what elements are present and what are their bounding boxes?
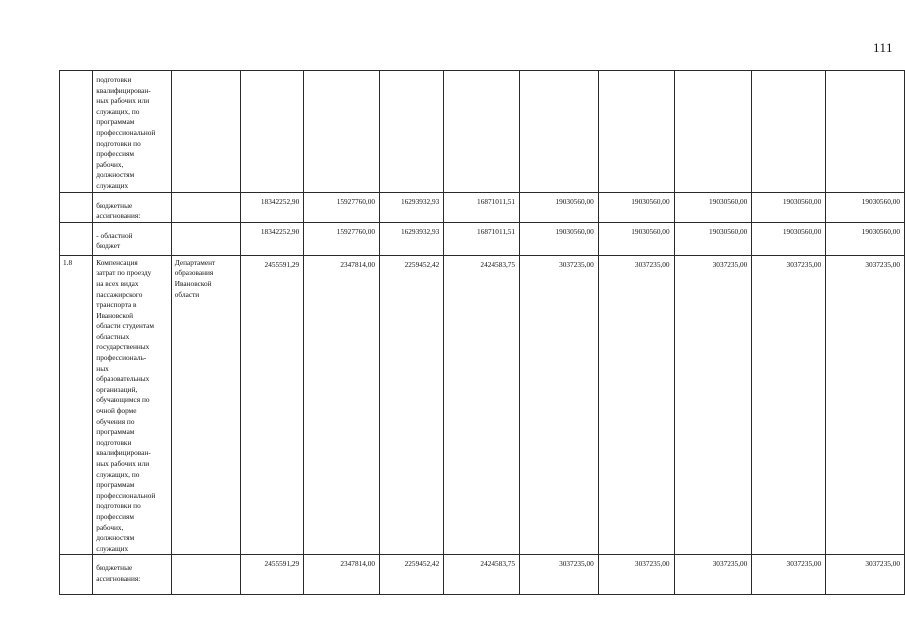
amount-cell: 3037235,00 <box>826 555 905 595</box>
amount-cell: 19030560,00 <box>598 192 674 222</box>
amount-cell: 19030560,00 <box>674 192 752 222</box>
amount-cell <box>240 71 303 193</box>
amount-cell <box>752 71 826 193</box>
page-number: 111 <box>873 40 894 55</box>
budget-table <box>59 70 905 595</box>
row-executor-cell <box>171 555 240 595</box>
amount-cell: 3037235,00 <box>826 255 905 555</box>
amount-cell: 19030560,00 <box>826 192 905 222</box>
row-executor-cell: Департамент образования Ивановской области <box>171 255 240 555</box>
table-row <box>60 71 905 193</box>
amount-cell: 19030560,00 <box>598 222 674 255</box>
amount-cell: 19030560,00 <box>674 222 752 255</box>
row-executor-cell <box>171 192 240 222</box>
row-index-cell: 1.8 <box>60 255 93 555</box>
amount-cell: 3037235,00 <box>598 255 674 555</box>
amount-cell: 15927760,00 <box>304 222 380 255</box>
amount-cell <box>444 71 520 193</box>
amount-cell: 2347814,00 <box>304 255 380 555</box>
row-description-cell: Компенсация затрат по проезду на всех видах пассажирского транспорта в Ивановской области студентам областных государственных профессиональ- ных образовательных организаций, обучающимся по очной форме обучения по программам подготовки квалифицирован- ных рабочих или служащих, по программам профессиональной подготовки по профессиям рабочих, должностям служащих <box>93 255 171 555</box>
row-description-cell: - областной бюджет <box>93 222 171 255</box>
amount-cell: 19030560,00 <box>520 222 599 255</box>
amount-cell <box>598 71 674 193</box>
amount-cell <box>520 71 599 193</box>
amount-cell: 2424583,75 <box>444 555 520 595</box>
amount-cell: 16871011,51 <box>444 222 520 255</box>
amount-cell: 18342252,90 <box>240 222 303 255</box>
row-index-cell <box>60 555 93 595</box>
amount-cell: 19030560,00 <box>520 192 599 222</box>
amount-cell <box>826 71 905 193</box>
amount-cell: 18342252,90 <box>240 192 303 222</box>
row-index-cell <box>60 192 93 222</box>
amount-cell: 3037235,00 <box>674 255 752 555</box>
amount-cell: 2347814,00 <box>304 555 380 595</box>
amount-cell: 15927760,00 <box>304 192 380 222</box>
row-description-cell: бюджетные ассигнования: <box>93 192 171 222</box>
row-index-cell <box>60 71 93 193</box>
amount-cell: 3037235,00 <box>520 555 599 595</box>
row-description-cell: бюджетные ассигнования: <box>93 555 171 595</box>
amount-cell: 19030560,00 <box>752 192 826 222</box>
row-index-cell <box>60 222 93 255</box>
row-executor-cell <box>171 222 240 255</box>
amount-cell: 3037235,00 <box>752 555 826 595</box>
amount-cell <box>380 71 444 193</box>
amount-cell: 19030560,00 <box>826 222 905 255</box>
amount-cell: 3037235,00 <box>674 555 752 595</box>
table-row <box>60 222 905 255</box>
table-row <box>60 192 905 222</box>
amount-cell: 19030560,00 <box>752 222 826 255</box>
amount-cell: 2455591,29 <box>240 255 303 555</box>
amount-cell: 3037235,00 <box>598 555 674 595</box>
amount-cell: 16293932,93 <box>380 222 444 255</box>
amount-cell: 2259452,42 <box>380 555 444 595</box>
amount-cell: 3037235,00 <box>520 255 599 555</box>
table-row <box>60 255 905 555</box>
amount-cell: 16293932,93 <box>380 192 444 222</box>
amount-cell <box>304 71 380 193</box>
amount-cell: 2424583,75 <box>444 255 520 555</box>
amount-cell: 2259452,42 <box>380 255 444 555</box>
amount-cell: 2455591,29 <box>240 555 303 595</box>
amount-cell: 16871011,51 <box>444 192 520 222</box>
row-description-cell: подготовки квалифицирован- ных рабочих или служащих, по программам профессиональной подготовки по профессиям рабочих, должностям служащих <box>93 71 171 193</box>
table-row <box>60 555 905 595</box>
amount-cell: 3037235,00 <box>752 255 826 555</box>
row-executor-cell <box>171 71 240 193</box>
amount-cell <box>674 71 752 193</box>
